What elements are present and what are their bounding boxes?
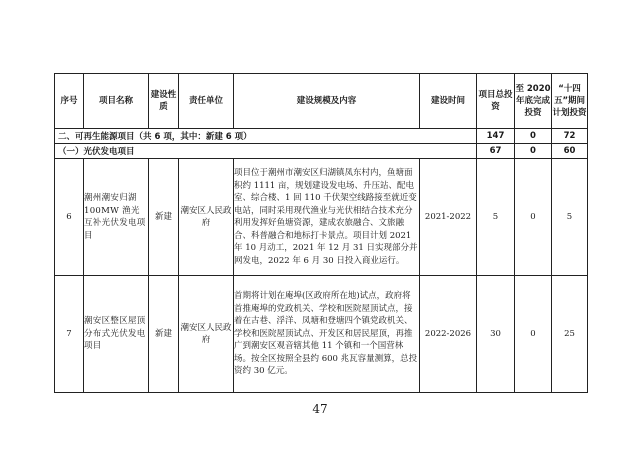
- row-number: 6: [55, 159, 84, 276]
- build-nature: 新建: [149, 159, 179, 276]
- responsible-unit: 潮安区人民政府: [179, 276, 234, 393]
- build-time: 2021-2022: [420, 159, 477, 276]
- section-done: 0: [515, 129, 552, 144]
- header-cell: “十四五”期间计划投资: [552, 74, 588, 129]
- plan-investment: 5: [552, 159, 588, 276]
- done-investment: 0: [515, 276, 552, 393]
- header-cell: 项目名称: [84, 74, 149, 129]
- project-table: [54, 73, 588, 393]
- section-row: [55, 129, 588, 144]
- project-name: 潮州潮安归湖 100MW 渔光互补光伏发电项目: [84, 159, 149, 276]
- header-cell: 建设时间: [420, 74, 477, 129]
- header-cell: 责任单位: [179, 74, 234, 129]
- investment-table-sheet: [54, 73, 587, 393]
- section-label: 二、可再生能源项目（共 6 项，其中：新建 6 项）: [55, 129, 477, 144]
- build-content: 首期将计划在庵埠(区政府所在地)试点，政府将首推庵埠的党政机关、学校和医院屋顶试点，接着在古巷、浮洋、凤塘和登塘四个镇党政机关、学校和医院屋顶试点、开发区和居民屋顶，再推广到潮安区观音辖其他 11 个镇和一个国营林场。按全区按照全县约 600 兆瓦容量测算，总投资约 30 亿元。: [234, 276, 420, 393]
- page-number: 47: [312, 402, 328, 416]
- header-cell: 至 2020 年底完成投资: [515, 74, 552, 129]
- header-cell: 建设规模及内容: [234, 74, 420, 129]
- total-investment: 30: [477, 276, 515, 393]
- subsection-plan: 60: [552, 144, 588, 159]
- table-row: [55, 276, 588, 393]
- header-cell: 序号: [55, 74, 84, 129]
- build-content: 项目位于潮州市潮安区归湖镇凤东村内，鱼塘面积约 1111 亩，规划建设发电场、升压站、配电室、综合楼、1 回 110 千伏架空线路接至就近变电站，同时采用现代渔业与光伏相结合技术充分利用发挥好鱼塘资源，建成农旅融合、文旅融合、科普融合和地标打卡景点。项目计划 2021 年 10 月动工，2021 年 12 月 31 日实现部分并网发电，2022 年 6 月 30 日投入商业运行。: [234, 159, 420, 276]
- responsible-unit: 潮安区人民政府: [179, 159, 234, 276]
- row-number: 7: [55, 276, 84, 393]
- subsection-label: （一）光伏发电项目: [55, 144, 477, 159]
- done-investment: 0: [515, 159, 552, 276]
- section-plan: 72: [552, 129, 588, 144]
- build-nature: 新建: [149, 276, 179, 393]
- section-total: 147: [477, 129, 515, 144]
- build-time: 2022-2026: [420, 276, 477, 393]
- total-investment: 5: [477, 159, 515, 276]
- plan-investment: 25: [552, 276, 588, 393]
- subsection-total: 67: [477, 144, 515, 159]
- subsection-done: 0: [515, 144, 552, 159]
- subsection-row: [55, 144, 588, 159]
- project-name: 潮安区整区屋顶分布式光伏发电项目: [84, 276, 149, 393]
- header-cell: 建设性质: [149, 74, 179, 129]
- header-cell: 项目总投资: [477, 74, 515, 129]
- table-header-row: [55, 74, 588, 129]
- table-row: [55, 159, 588, 276]
